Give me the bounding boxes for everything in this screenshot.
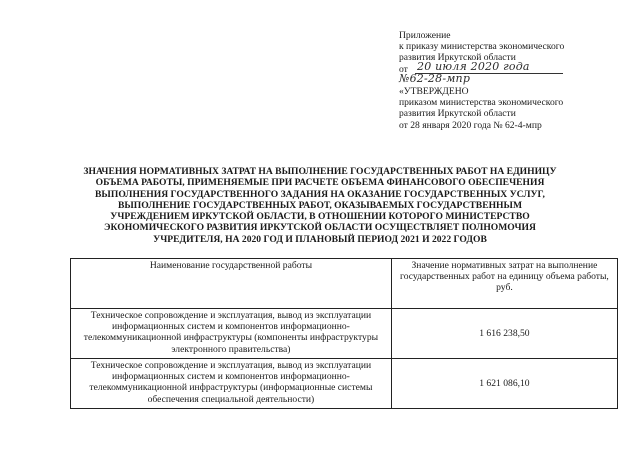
table-row bbox=[71, 309, 618, 359]
title-line: ЗНАЧЕНИЯ НОРМАТИВНЫХ ЗАТРАТ НА ВЫПОЛНЕНИЕ ГОСУДАРСТВЕННЫХ РАБОТ НА ЕДИНИЦУ bbox=[83, 166, 557, 177]
document-title bbox=[60, 166, 580, 245]
title-line: ВЫПОЛНЕНИЕ ГОСУДАРСТВЕННЫХ РАБОТ, ОКАЗЫВАЕМЫХ ГОСУДАРСТВЕННЫМ bbox=[117, 199, 523, 211]
order-reference-line-2: развития Иркутской области bbox=[399, 52, 516, 64]
approved-label: «УТВЕРЖДЕНО bbox=[399, 85, 469, 97]
table-row bbox=[71, 359, 618, 409]
title-line: ОБЪЕМА РАБОТЫ, ПРИМЕНЯЕМЫЕ ПРИ РАСЧЕТЕ ОБЪЕМА ФИНАНСОВОГО ОБЕСПЕЧЕНИЯ bbox=[95, 177, 545, 189]
title-line: ВЫПОЛНЕНИЯ ГОСУДАРСТВЕННОГО ЗАДАНИЯ НА ОКАЗАНИЕ ГОСУДАРСТВЕННЫХ УСЛУГ, bbox=[95, 188, 545, 200]
title-line: ЭКОНОМИЧЕСКОГО РАЗВИТИЯ ИРКУТСКОЙ ОБЛАСТИ ОСУЩЕСТВЛЯЕТ ПОЛНОМОЧИЯ bbox=[104, 222, 536, 234]
cost-table bbox=[70, 258, 618, 409]
cost-value-cell: 1 616 238,50 bbox=[391, 309, 617, 359]
approved-line-2: развития Иркутской области bbox=[399, 108, 516, 120]
table-header-row bbox=[71, 259, 618, 309]
work-name-cell: Техническое сопровождение и эксплуатация, вывод из эксплуатации информационных систем и компонентов информационно-телекоммуникационной инфраструктуры (информационные системы обеспечения специальной деятельности) bbox=[71, 359, 392, 409]
order-date-prefix: от bbox=[399, 63, 408, 75]
order-number-row bbox=[399, 71, 619, 86]
handwritten-order-number: №62-28-мпр bbox=[399, 71, 471, 85]
approved-line-3: от 28 января 2020 года № 62-4-мпр bbox=[399, 119, 542, 131]
approved-line-1: приказом министерства экономического bbox=[399, 97, 564, 109]
appendix-label: Приложение bbox=[399, 30, 451, 41]
cost-value-cell: 1 621 086,10 bbox=[391, 359, 617, 409]
title-line: УЧРЕЖДЕНИЕМ ИРКУТСКОЙ ОБЛАСТИ, В ОТНОШЕНИИ КОТОРОГО МИНИСТЕРСТВО bbox=[110, 211, 530, 223]
appendix-header bbox=[399, 30, 619, 131]
order-reference-line-1: к приказу министерства экономического bbox=[399, 41, 565, 53]
column-header-work-name: Наименование государственной работы bbox=[71, 259, 392, 309]
handwritten-order-date: 20 июля 2020 года bbox=[417, 59, 530, 73]
title-line: УЧРЕДИТЕЛЯ, НА 2020 ГОД И ПЛАНОВЫЙ ПЕРИОД 2021 И 2022 ГОДОВ bbox=[153, 233, 487, 245]
column-header-cost-value: Значение нормативных затрат на выполнение государственных работ на единицу объема работы, руб. bbox=[391, 259, 617, 309]
work-name-cell: Техническое сопровождение и эксплуатация, вывод из эксплуатации информационных систем и компонентов информационно-телекоммуникационной инфраструктуры (компоненты инфраструктуры электронного правительства) bbox=[71, 309, 392, 359]
